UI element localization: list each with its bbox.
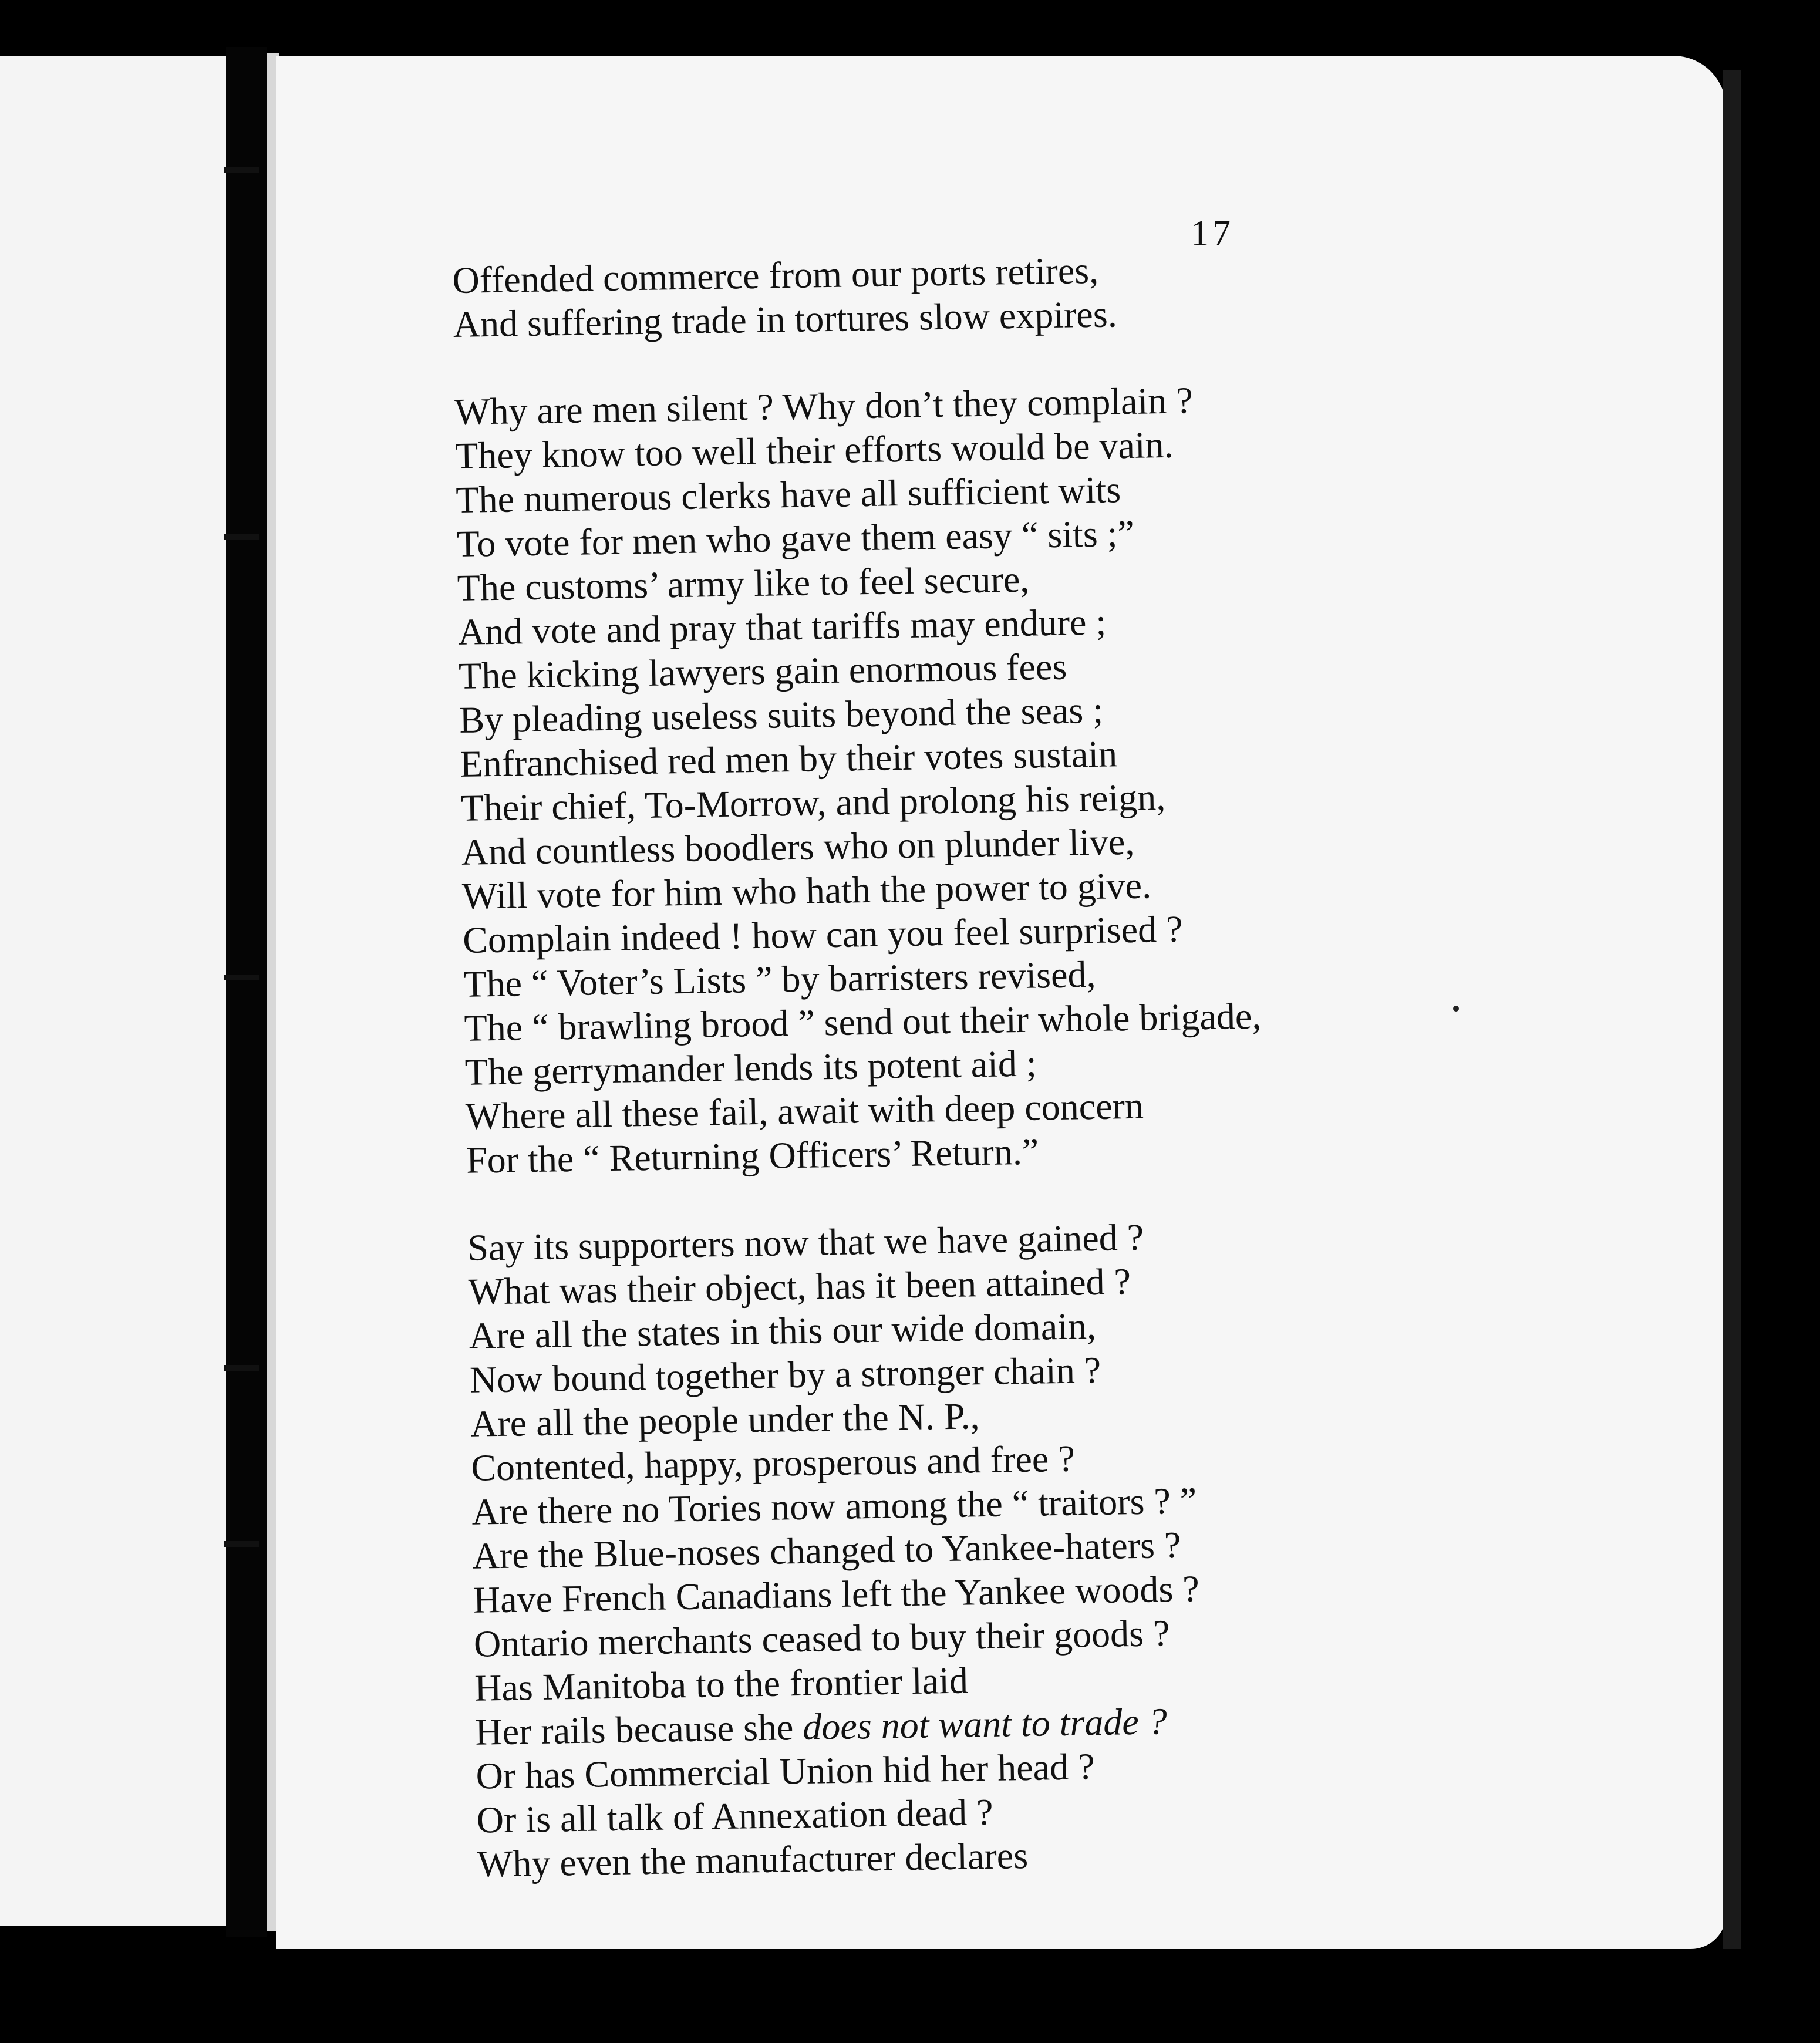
poem-line: Contented, happy, prosperous and free ? — [470, 1437, 1076, 1489]
poem-line: Why are men silent ? Why don’t they complain ? — [454, 379, 1194, 433]
poem-text — [452, 238, 1740, 1886]
poem-line: The numerous clerks have all sufficient wits — [455, 468, 1121, 521]
poem-line: Why even the manufacturer declares — [477, 1834, 1029, 1885]
poem-line-roman-part: Her rails because she — [474, 1705, 803, 1753]
poem-line: Are all the people under the N. P., — [470, 1395, 980, 1445]
page-number: 17 — [1191, 214, 1234, 254]
poem-line: Has Manitoba to the frontier laid — [474, 1659, 969, 1709]
binding-stitch — [224, 975, 259, 980]
poem-line: Say its supporters now that we have gained ? — [467, 1216, 1144, 1269]
poem-line: Are the Blue-noses changed to Yankee-haters ? — [472, 1523, 1181, 1577]
poem-line: The kicking lawyers gain enormous fees — [458, 645, 1067, 697]
poem-line: Their chief, To-Morrow, and prolong his reign, — [460, 776, 1166, 829]
poem-line: Now bound together by a stronger chain ? — [469, 1348, 1101, 1401]
poem-line: The “ brawling brood ” send out their whole brigade, — [464, 994, 1262, 1049]
poem-line: Are there no Tories now among the “ traitors ? ” — [471, 1479, 1197, 1533]
poem-line: Are all the states in this our wide domain, — [469, 1304, 1097, 1357]
poem-line: The gerrymander lends its potent aid ; — [464, 1042, 1037, 1093]
binding-stitch — [224, 534, 259, 540]
poem-line: By pleading useless suits beyond the seas ; — [459, 689, 1104, 741]
poem-line: Have French Canadians left the Yankee woods ? — [473, 1567, 1200, 1621]
stanza — [467, 1206, 1740, 1886]
poem-line: And vote and pray that tariffs may endure ; — [457, 601, 1107, 653]
poem-line: Ontario merchants ceased to buy their goods ? — [473, 1612, 1170, 1665]
binding-stitch — [224, 167, 259, 173]
poem-line: And countless boodlers who on plunder live, — [461, 820, 1135, 873]
poem-line: Offended commerce from our ports retires, — [452, 249, 1099, 301]
poem-line: Will vote for him who hath the power to give. — [461, 864, 1152, 917]
poem-line: Or has Commercial Union hid her head ? — [476, 1745, 1095, 1797]
binding-stitch — [224, 1541, 259, 1547]
poem-line: To vote for men who gave them easy “ sits ;” — [456, 512, 1135, 565]
poem-line: The “ Voter’s Lists ” by barristers revised, — [463, 953, 1096, 1005]
left-page — [0, 56, 226, 1926]
poem-line: Or is all talk of Annexation dead ? — [476, 1791, 993, 1841]
poem-line: Where all these fail, await with deep concern — [465, 1084, 1144, 1137]
poem-line: Complain indeed ! how can you feel surprised ? — [462, 908, 1183, 961]
poem-line: And suffering trade in tortures slow expires. — [453, 293, 1118, 345]
poem-line: The customs’ army like to feel secure, — [457, 558, 1030, 609]
binding-stitch — [224, 1365, 259, 1371]
poem-line: What was their object, has it been attained ? — [468, 1260, 1131, 1313]
poem-line: For the “ Returning Officers’ Return.” — [466, 1130, 1039, 1181]
poem-line: They know too well their efforts would be vain. — [454, 423, 1174, 477]
poem-line: Enfranchised red men by their votes sustain — [459, 733, 1118, 785]
stanza — [454, 370, 1729, 1182]
italic-phrase: does not want to trade ? — [802, 1700, 1168, 1748]
book-spine — [226, 47, 267, 1937]
